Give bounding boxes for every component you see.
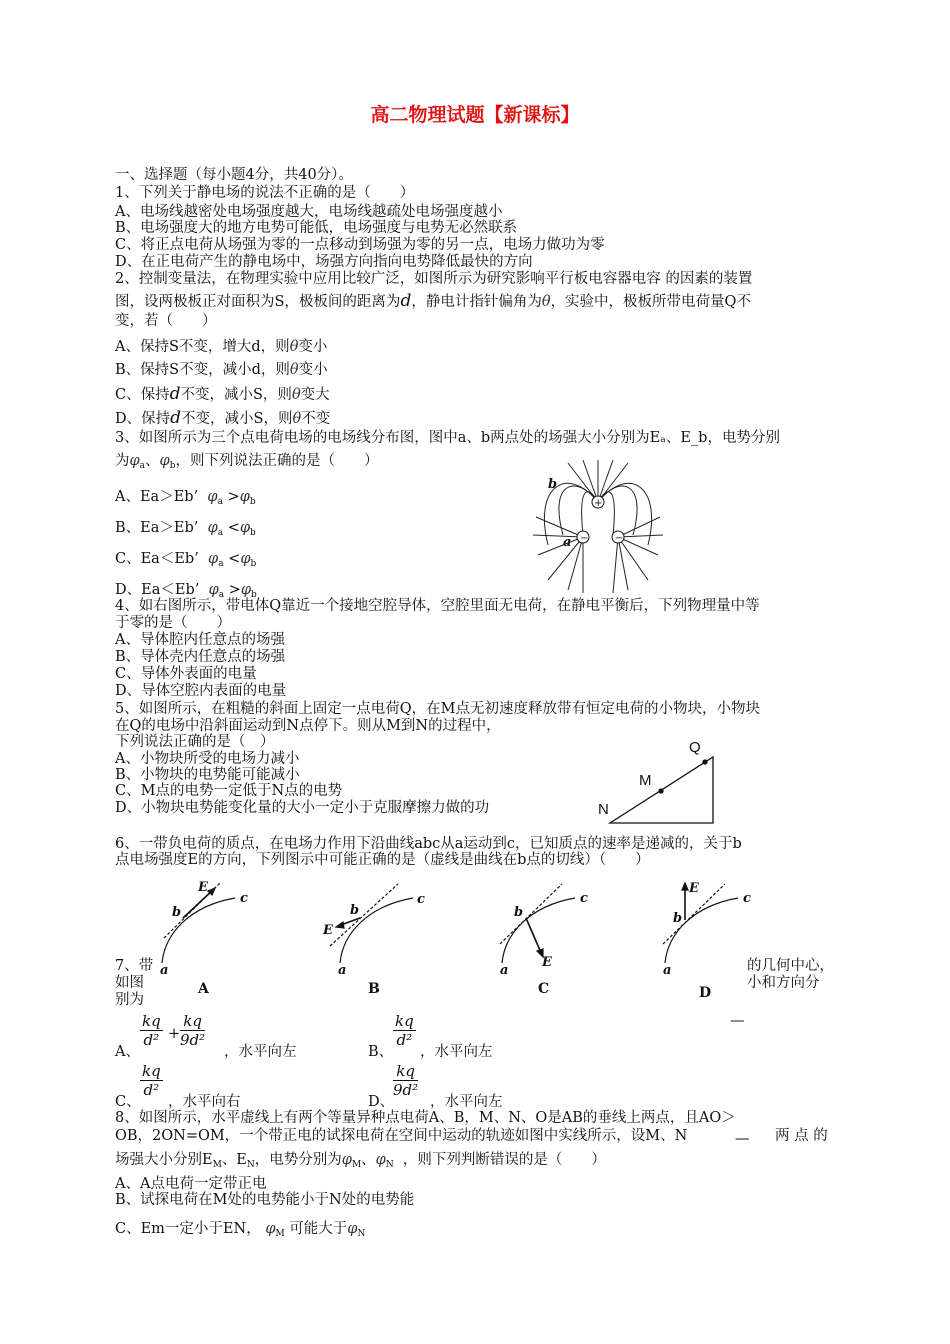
point-a: a [663,963,672,978]
text: 、 [361,1152,376,1168]
text: C、Em一定小于EN， [115,1221,261,1237]
subscript: N [385,1160,394,1170]
subscript: M [351,1160,362,1170]
q7-line2-start: 如图 [115,975,144,991]
text: 、 [145,453,160,469]
text: 图，设两极板正对面积为S，极板间的距离为 [115,294,401,310]
arrow-head [682,883,688,890]
tangent-line [500,884,562,944]
q5-option-c: C、M点的电势一定低于N点的电势 [115,783,343,799]
point-m-dot [659,789,663,793]
label-n: N [598,801,609,818]
text: ，则下列判断错误的是（ ） [402,1152,606,1168]
label-e: E [198,880,208,895]
q7-option-a-dir: ，水平向左 [224,1044,297,1060]
symbol-phi: φ [159,453,170,469]
point-c: c [240,891,248,906]
plus-sign: + [594,498,603,509]
symbol-phi: φ [207,489,218,505]
fraction-kq-9d2 [393,1062,418,1099]
page-title: 高二物理试题【新课标】 [370,104,580,126]
text: 变大 [300,387,330,403]
q7-option-d-dir: ，水平向左 [430,1094,503,1110]
q7-option-c-dir: ，水平向右 [168,1094,241,1110]
q7-option-b-dir: ，水平向左 [420,1044,493,1060]
symbol-phi: φ [265,1221,276,1237]
denominator: 9d² [393,1081,419,1099]
point-a: a [338,963,347,978]
q2-option-a [115,339,327,355]
text: ，电势分别为 [254,1152,342,1168]
plus-sign: + [168,1026,181,1042]
symbol-phi: φ [239,489,250,505]
q7-option-b-label: B、 [368,1044,394,1060]
label-q: Q [689,739,701,756]
point-a: a [160,963,169,978]
figure-label-d: D [699,985,712,1001]
symbol-phi: φ [207,520,218,536]
q7-line1-end: 的几何中心， [747,958,834,974]
point-b: b [350,903,360,918]
q1-stem: 1、下列关于静电场的说法不正确的是（ ） [115,185,415,201]
subscript: b [169,461,176,471]
q7-option-c-label: C、 [115,1094,141,1110]
symbol-theta: θ [291,387,301,403]
q2-stem-line2 [115,293,751,310]
q4-stem-line2: 于零的是（ ） [115,615,231,631]
q7-line1-start: 7、带 [115,958,154,974]
comparison: > [228,582,241,598]
q5-option-d: D、小物块电势能变化量的大小一定小于克服摩擦力做的功 [115,800,490,816]
point-a-label: a [563,535,572,550]
label-m: M [639,772,652,789]
symbol-theta: θ [289,362,299,378]
q7-line2-end: 小和方向分 [747,975,820,991]
text: C、Ea＜Eb’ [115,551,199,567]
fraction-kq-d2 [140,1062,163,1099]
text: 为 [115,453,130,469]
section-heading: 一、选择题（每小题4分，共40分）。 [115,167,353,183]
q4-stem-line1: 4、如右图所示，带电体Q靠近一个接地空腔导体，空腔里面无电荷，在静电平衡后，下列物理量中等 [115,598,760,614]
q3-option-b [115,520,256,541]
q4-option-c: C、导体外表面的电量 [115,666,257,682]
point-b: b [673,911,683,926]
q2-stem-line3: 变，若（ ） [115,313,217,329]
subscript: a [218,590,225,600]
numerator: kq [393,1062,418,1081]
incline-figure [595,735,725,830]
denominator: 9d² [180,1031,206,1049]
text: D、Ea＜Eb’ [115,582,200,598]
symbol-phi: φ [240,551,251,567]
symbol-phi: φ [208,551,219,567]
figure-label-c: C [538,981,550,997]
text: ，静电计指针偏角为 [411,294,542,310]
text: ，则下列说法正确的是（ ） [175,453,379,469]
numerator: kq [142,1012,161,1030]
text: 场强大小分别E [115,1152,213,1168]
q8-stem-line1: 8、如图所示，水平虚线上有两个等量异种点电荷A、B，M、N、O是AB的垂线上两点，且AO＞ [115,1110,736,1126]
text: 变小 [298,362,328,378]
label-e: E [689,881,699,896]
text: A、保持S不变，增大d，则 [115,339,290,355]
symbol-d: d [169,384,181,404]
q8-stem-line3 [115,1152,606,1173]
q1-option-a: A、电场线越密处电场强度越大，电场线越疏处电场强度越小 [115,204,503,220]
q3-option-c [115,551,256,572]
symbol-phi: φ [347,1221,358,1237]
text: C、保持 [115,387,170,403]
q2-option-d [115,410,330,427]
fraction-kq-d2 [393,1012,416,1049]
symbol-theta: θ [289,339,299,355]
figure-label-b: B [368,981,380,997]
label-e: E [323,923,333,938]
symbol-theta: θ [292,411,302,427]
subscript: b [250,528,256,538]
q7-dash: — [730,1013,745,1029]
subscript: N [246,1160,255,1170]
symbol-phi: φ [208,582,219,598]
q4-option-a: A、导体腔内任意点的场强 [115,632,285,648]
q8-stem-line2 [115,1128,687,1144]
point-b: b [514,905,524,920]
comparison: > [227,489,240,505]
text: 、E [221,1152,247,1168]
text: 可能大于 [289,1221,348,1237]
q4-option-b: B、导体壳内任意点的场强 [115,649,286,665]
q5-stem-line3: 下列说法正确的是（ ） [115,734,275,750]
q6-stem-line2: 点电场强度E的方向，下列图示中可能正确的是（虚线是曲线在b点的切线）（ ） [115,852,650,868]
text: 不变，减小S，则 [181,411,293,427]
symbol-phi: φ [240,582,252,598]
text: D、保持 [115,411,171,427]
q8-option-b: B、试探电荷在M处的电势能小于N处的电势能 [115,1192,415,1208]
q7-option-a-label: A、 [115,1044,140,1060]
symbol-phi: φ [341,1152,352,1168]
subscript: b [249,497,256,507]
q2-option-b [115,362,328,378]
text: B、Ea＞Eb’ [115,520,199,536]
q5-stem-line2: 在Q的电场中沿斜面运动到N点停下。则从M到N的过程中， [115,718,501,734]
symbol-phi: φ [239,520,251,536]
q6-figure-c [492,878,602,998]
q6-figure-b [320,878,430,998]
symbol-d: d [400,291,412,311]
subscript: b [250,559,257,569]
point-c: c [417,892,425,907]
q1-option-b: B、电场强度大的地方电势可能低，电场强度与电势无必然联系 [115,220,518,236]
point-c: c [580,891,588,906]
subscript: a [218,559,224,569]
label-e: E [542,955,552,970]
subscript: M [212,1160,222,1170]
minus-sign: − [580,533,589,544]
text: OB，2ON=OM，一个带正电的试探电荷在空间中运动的轨迹如图中实线所示，设M、N [115,1128,688,1144]
denominator: d² [396,1031,413,1049]
comparison: < [227,520,240,536]
q1-option-c: C、将正点电荷从场强为零的一点移动到场强为零的另一点，电场力做功为零 [115,237,605,253]
subscript: a [217,528,224,538]
numerator: kq [395,1012,414,1030]
fraction-kq-d2 [140,1012,163,1049]
figure-label-a: A [198,981,209,997]
subscript: a [139,461,146,471]
e-arrow [526,918,542,955]
symbol-theta: θ [541,294,551,310]
q2-option-c [115,386,330,403]
field-lines-figure [528,455,668,595]
point-c: c [743,891,751,906]
point-b-label: b [548,477,558,492]
q8-stem-line2-end: 两 点 的 [775,1128,828,1144]
q4-option-d: D、导体空腔内表面的电量 [115,683,287,699]
q1-option-d: D、在正电荷产生的静电场中，场强方向指向电势降低最快的方向 [115,254,533,270]
q5-stem-line1: 5、如图所示，在粗糙的斜面上固定一点电荷Q，在M点无初速度释放带有恒定电荷的小物块，小物块 [115,701,760,717]
text: ，实验中，极板所带电荷量Q不 [550,294,751,310]
q3-stem-line1: 3、如图所示为三个点电荷电场的电场线分布图，图中a、b两点处的场强大小分别为Eₐ、E_b，电势分别 [115,430,780,446]
denominator: d² [143,1081,160,1099]
minus-sign: − [615,533,624,544]
numerator: kq [142,1062,161,1080]
tangent-line [330,884,398,946]
arrow-head [336,922,344,928]
text: 变小 [298,339,328,355]
q8-dash: — [735,1131,750,1147]
symbol-d: d [170,408,182,428]
subscript: M [275,1229,285,1239]
subscript: b [251,590,257,600]
q6-figure-a [150,878,260,998]
charge-q-dot [703,760,707,764]
point-a: a [500,963,509,978]
q3-option-a [115,489,256,510]
q8-option-c [115,1221,365,1242]
q7-option-d-label: D、 [368,1094,395,1110]
subscript: N [357,1229,366,1239]
comparison: < [228,551,241,567]
q6-stem-line1: 6、一带负电荷的质点，在电场力作用下沿曲线abc从a运动到c，已知质点的速率是递减的，关于b [115,836,742,852]
q5-option-b: B、小物块的电势能可能减小 [115,767,300,783]
text: B、保持S不变，减小d，则 [115,362,290,378]
text: A、Ea＞Eb’ [115,489,199,505]
numerator: kq [180,1012,205,1031]
q2-stem-line1: 2、控制变量法，在物理实验中应用比较广泛，如图所示为研究影响平行板电容器电容 的因素的装置 [115,271,753,287]
symbol-phi: φ [375,1152,386,1168]
text: 不变 [301,411,331,427]
curve-abc [665,898,738,963]
q5-option-a: A、小物块所受的电场力减小 [115,751,300,767]
text: 不变，减小S，则 [180,387,292,403]
subscript: a [217,497,223,507]
q8-option-a: A、A点电荷一定带正电 [115,1176,267,1192]
point-b: b [172,905,182,920]
fraction-kq-9d2 [180,1012,205,1049]
q3-stem-line2 [115,453,378,474]
q7-line3: 别为 [115,992,144,1008]
denominator: d² [143,1031,160,1049]
symbol-phi: φ [129,453,140,469]
